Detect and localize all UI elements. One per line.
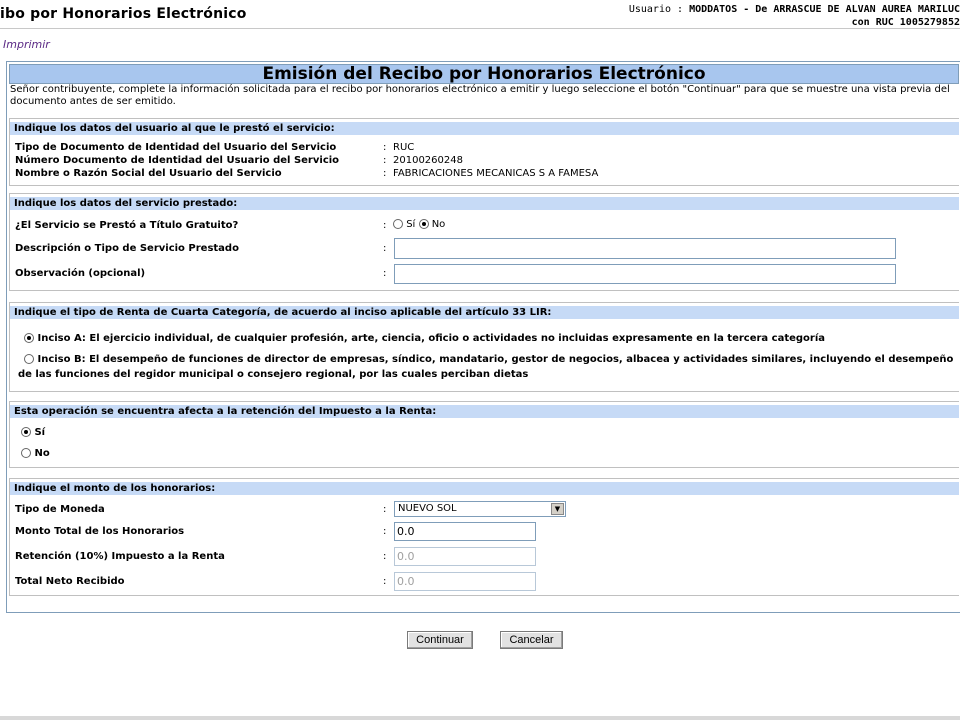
retencion-si-option[interactable] <box>21 427 45 438</box>
chevron-down-icon[interactable]: ▼ <box>551 503 564 515</box>
user-name: MODDATOS - De ARRASCUE DE ALVAN AUREA MARILUC <box>689 4 960 15</box>
user-label: Usuario : <box>628 4 684 15</box>
descripcion-input[interactable] <box>394 238 896 259</box>
form-panel <box>6 61 960 613</box>
gratuito-options <box>393 219 445 230</box>
inciso-b-label: Inciso B: El desempeño de funciones de director de empresas, síndico, mandatario, gestor de negocios, albacea y actividades similares, incluyendo el desempeño <box>37 354 954 365</box>
form-title: Emisión del Recibo por Honorarios Electrónico <box>9 64 959 84</box>
colon: : <box>383 526 387 537</box>
colon: : <box>383 551 387 562</box>
retencion-monto-label: Retención (10%) Impuesto a la Renta <box>15 551 225 562</box>
top-header <box>0 0 960 29</box>
retencion-no-radio[interactable] <box>21 448 31 458</box>
bottom-bar <box>0 716 960 720</box>
renta-section <box>9 302 959 392</box>
gratuito-label: ¿El Servicio se Prestó a Título Gratuito? <box>15 220 239 231</box>
descripcion-label: Descripción o Tipo de Servicio Prestado <box>15 243 239 254</box>
inciso-b-radio[interactable] <box>24 354 34 364</box>
colon: : <box>383 142 387 153</box>
doc-type-label: Tipo de Documento de Identidad del Usuario del Servicio <box>15 142 337 153</box>
monto-section <box>9 478 959 596</box>
continuar-button[interactable]: Continuar <box>407 631 473 649</box>
service-heading: Indique los datos del servicio prestado: <box>10 197 959 210</box>
total-label: Monto Total de los Honorarios <box>15 526 185 537</box>
inciso-a-radio[interactable] <box>24 333 34 343</box>
neto-label: Total Neto Recibido <box>15 576 125 587</box>
retencion-input: 0.0 <box>394 547 536 566</box>
service-section <box>9 193 959 291</box>
colon: : <box>383 243 387 254</box>
inciso-b-label-cont: de las funciones del regidor municipal o consejero regional, por las cuales perciban dietas <box>18 369 529 380</box>
inciso-a-label: Inciso A: El ejercicio individual, de cualquier profesión, arte, ciencia, oficio o actividades no incluidas expresamente en la tercera categoría <box>37 333 826 344</box>
doc-number-value: 20100260248 <box>393 155 463 166</box>
retencion-si-label: Sí <box>34 427 46 438</box>
colon: : <box>383 268 387 279</box>
neto-input: 0.0 <box>394 572 536 591</box>
retencion-heading: Esta operación se encuentra afecta a la retención del Impuesto a la Renta: <box>10 405 959 418</box>
total-input[interactable]: 0.0 <box>394 522 536 541</box>
observacion-input[interactable] <box>394 264 896 284</box>
colon: : <box>383 220 387 231</box>
retencion-no-label: No <box>34 448 50 459</box>
cancelar-button[interactable]: Cancelar <box>500 631 563 649</box>
moneda-select[interactable] <box>394 501 566 517</box>
retencion-no-option[interactable] <box>21 448 50 459</box>
inciso-b-option[interactable] <box>24 354 953 365</box>
retencion-si-radio[interactable] <box>21 427 31 437</box>
retencion-section <box>9 401 959 468</box>
colon: : <box>383 576 387 587</box>
colon: : <box>383 504 387 515</box>
moneda-label: Tipo de Moneda <box>15 504 105 515</box>
moneda-selected: NUEVO SOL <box>398 503 457 514</box>
colon: : <box>383 168 387 179</box>
gratuito-si-radio[interactable] <box>393 219 403 229</box>
colon: : <box>383 155 387 166</box>
form-intro: Señor contribuyente, complete la información solicitada para el recibo por honorarios electrónico a emitir y luego seleccione el botón "Continuar" para que se muestre una vista previa del documento antes de ser emitido. <box>10 84 950 107</box>
gratuito-no-radio[interactable] <box>419 219 429 229</box>
gratuito-no-label: No <box>431 219 446 230</box>
user-ruc: con RUC 1005279852 <box>851 17 960 28</box>
user-data-section <box>9 118 959 186</box>
business-name-value: FABRICACIONES MECANICAS S A FAMESA <box>393 168 599 179</box>
doc-number-label: Número Documento de Identidad del Usuario del Servicio <box>15 155 340 166</box>
user-info <box>629 3 960 29</box>
monto-heading: Indique el monto de los honorarios: <box>10 482 959 495</box>
gratuito-si-label: Sí <box>406 219 416 230</box>
app-title: ibo por Honorarios Electrónico <box>0 6 247 22</box>
print-link[interactable]: Imprimir <box>3 38 50 51</box>
business-name-label: Nombre o Razón Social del Usuario del Servicio <box>15 168 282 179</box>
observacion-label: Observación (opcional) <box>15 268 146 279</box>
renta-heading: Indique el tipo de Renta de Cuarta Categoría, de acuerdo al inciso aplicable del artículo 33 LIR: <box>10 306 959 319</box>
user-data-heading: Indique los datos del usuario al que le prestó el servicio: <box>10 122 959 135</box>
inciso-a-option[interactable] <box>24 333 825 344</box>
doc-type-value: RUC <box>393 142 415 153</box>
